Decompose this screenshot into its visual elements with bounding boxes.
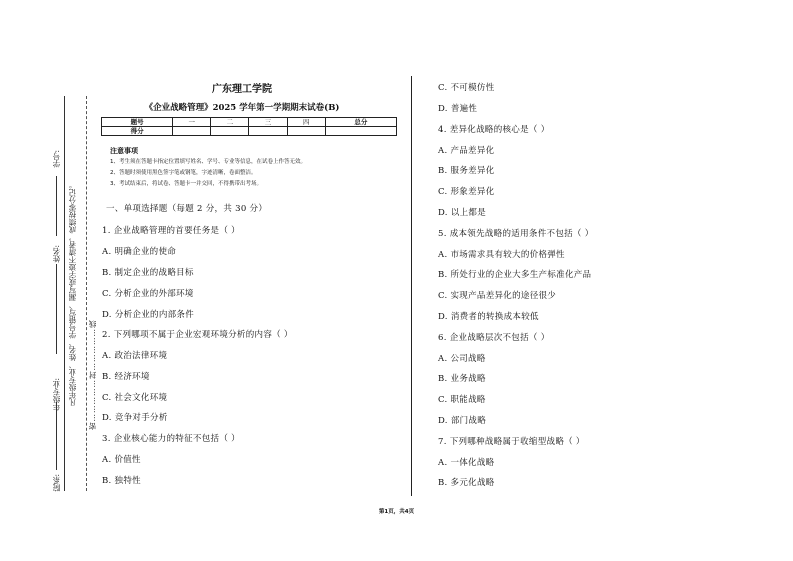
score-table-score-row xyxy=(102,127,397,136)
option-text: B. 制定企业的战略目标 xyxy=(102,268,194,278)
option-text: D. 以上都是 xyxy=(438,208,487,218)
option-text: B. 服务差异化 xyxy=(438,166,495,176)
major-field-line[interactable] xyxy=(56,402,58,470)
score-table-header-row xyxy=(102,118,397,127)
seal-text: 密……………封……………线 xyxy=(88,319,97,430)
student-id-field-line[interactable] xyxy=(56,176,58,236)
question-text: 7. 下列哪种战略属于收缩型战略（ ） xyxy=(438,437,585,447)
question-text: 2. 下列哪项不属于企业宏观环境分析的内容（ ） xyxy=(102,330,293,340)
question-text: 3. 企业核心能力的特征不包括（ ） xyxy=(102,434,240,444)
binding-warning: 凡年级专业、姓名、学号错写、漏写或字迹不清者，成绩按零分记。 xyxy=(68,181,77,406)
option-text: C. 形象差异化 xyxy=(438,187,495,197)
option-text: B. 独特性 xyxy=(102,476,141,486)
option-text: A. 政治法律环境 xyxy=(102,351,168,361)
option-text: A. 价值性 xyxy=(102,455,141,465)
score-cell[interactable] xyxy=(211,127,249,136)
option-text: D. 分析企业的内部条件 xyxy=(102,310,195,320)
option-text: A. 一体化战略 xyxy=(438,458,495,468)
notice-item: 1、考生须在答题卡指定位置填写姓名、学号、专业等信息，在试卷上作答无效。 xyxy=(110,159,307,165)
score-cell[interactable] xyxy=(325,127,396,136)
question-text: 6. 企业战略层次不包括（ ） xyxy=(438,333,550,343)
question-text: 5. 成本领先战略的适用条件不包括（ ） xyxy=(438,229,594,239)
table-cell: 一 xyxy=(173,118,211,127)
score-cell[interactable] xyxy=(249,127,287,136)
table-cell: 二 xyxy=(211,118,249,127)
notice-item: 3、考试结束后，将试卷、答题卡一并交回，不得携带出考场。 xyxy=(110,181,263,187)
option-text: A. 产品差异化 xyxy=(438,146,495,156)
student-id-label: 学号: xyxy=(52,150,61,168)
option-text: D. 竞争对手分析 xyxy=(102,413,168,423)
major-label: 年级专业: xyxy=(52,378,61,411)
score-table xyxy=(101,117,397,136)
name-field-line[interactable] xyxy=(56,264,58,354)
question-text: 1. 企业战略管理的首要任务是（ ） xyxy=(102,226,240,236)
option-text: B. 经济环境 xyxy=(102,372,150,382)
option-text: A. 明确企业的使命 xyxy=(102,247,177,257)
option-text: B. 多元化战略 xyxy=(438,478,495,488)
table-cell: 三 xyxy=(249,118,287,127)
table-cell: 四 xyxy=(287,118,325,127)
notice-title: 注意事项 xyxy=(110,147,138,155)
option-text: C. 职能战略 xyxy=(438,395,486,405)
option-text: D. 普遍性 xyxy=(438,104,478,114)
column-divider xyxy=(411,76,412,496)
option-text: B. 业务战略 xyxy=(438,374,486,384)
score-cell[interactable] xyxy=(287,127,325,136)
table-cell: 得分 xyxy=(102,127,173,136)
option-text: B. 所处行业的企业大多生产标准化产品 xyxy=(438,270,592,280)
score-cell[interactable] xyxy=(173,127,211,136)
option-text: C. 实现产品差异化的途径很少 xyxy=(438,291,557,301)
option-text: A. 公司战略 xyxy=(438,354,486,364)
option-text: A. 市场需求具有较大的价格弹性 xyxy=(438,250,565,260)
notice-item: 2、答题时须使用黑色签字笔或钢笔，字迹清晰，卷面整洁。 xyxy=(110,170,257,176)
table-cell: 题号 xyxy=(102,118,173,127)
seal-dashed-line xyxy=(86,96,87,491)
table-cell: 总分 xyxy=(325,118,396,127)
option-text: C. 不可模仿性 xyxy=(438,83,495,93)
option-text: C. 分析企业的外部环境 xyxy=(102,289,194,299)
question-text: 4. 差异化战略的核心是（ ） xyxy=(438,125,550,135)
college-label: 院系: xyxy=(52,474,61,492)
option-text: D. 部门战略 xyxy=(438,416,487,426)
school-name: 广东理工学院 xyxy=(212,84,272,95)
name-label: 姓名: xyxy=(52,245,61,263)
section-heading: 一、单项选择题（每题 2 分，共 30 分） xyxy=(106,204,268,214)
binding-margin-line xyxy=(64,96,65,491)
option-text: C. 社会文化环境 xyxy=(102,393,168,403)
page-number: 第1页，共4页 xyxy=(378,509,415,515)
exam-title: 《企业战略管理》2025 学年第一学期期末试卷(B) xyxy=(144,103,340,113)
option-text: D. 消费者的转换成本较低 xyxy=(438,312,539,322)
